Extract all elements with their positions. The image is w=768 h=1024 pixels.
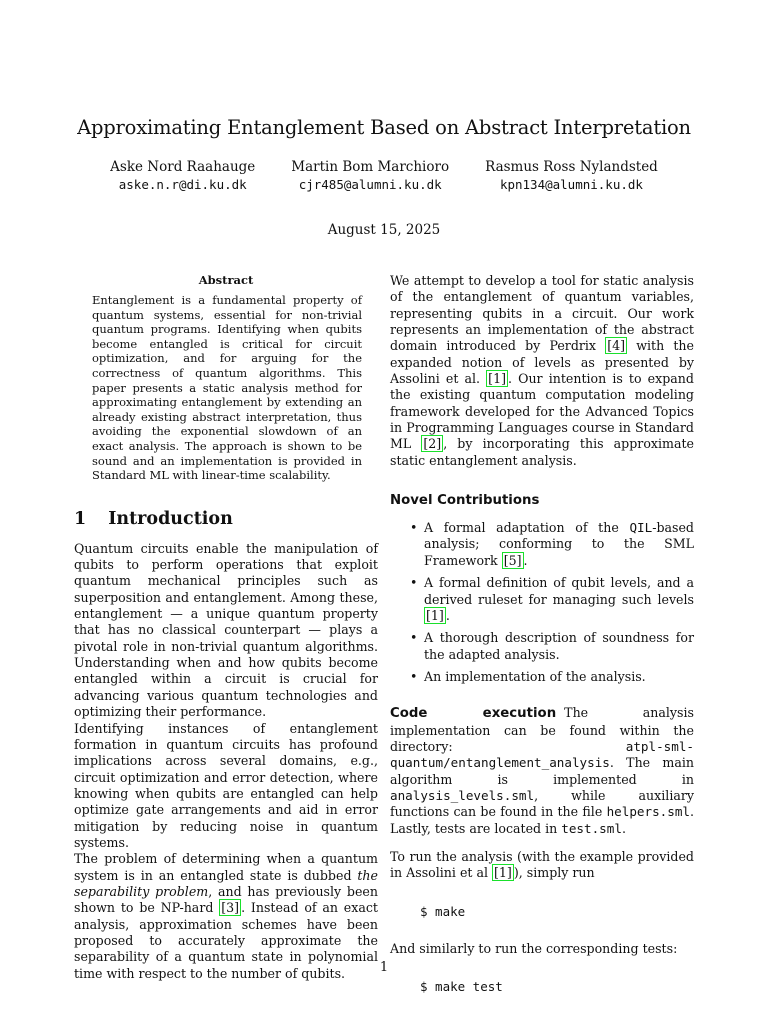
text-run: ), simply run bbox=[513, 865, 595, 881]
section-title: Introduction bbox=[108, 508, 233, 529]
citation-link[interactable]: [1] bbox=[488, 371, 507, 387]
intro-paragraph-1: Quantum circuits enable the manipulation of qubits to perform operations that exploit quantum mechanical principles such as superposition and entanglement. Among these, entanglement — a unique quantum property that has no classical counterpart — plays a pivotal role in non-trivial quantum algorithms. Understanding when and how qubits become entangled within a circuit is crucial for advancing various quantum technologies and optimizing their performance. bbox=[74, 540, 378, 720]
author-email: cjr485@alumni.ku.dk bbox=[298, 177, 442, 192]
bullet-icon: • bbox=[410, 668, 418, 684]
code-execution-heading: Code execution bbox=[390, 706, 557, 722]
author-name: Rasmus Ross Nylandsted bbox=[485, 159, 658, 175]
section-number: 1 bbox=[74, 508, 87, 529]
text-run: . bbox=[445, 607, 450, 623]
tests-paragraph: And similarly to run the corresponding tests: bbox=[390, 940, 678, 956]
inline-code-file: helpers.sml bbox=[606, 804, 690, 820]
text-run: We attempt to develop a tool for static analysis of the entanglement of quantum variables, representing qubits in a circuit. Our work represents an implementation of the abstract domain introduced by Perdrix bbox=[390, 273, 694, 354]
author-email: kpn134@alumni.ku.dk bbox=[499, 177, 643, 192]
list-item bbox=[412, 630, 694, 663]
inline-code-file: test.sml bbox=[561, 820, 622, 836]
text-run: . bbox=[621, 820, 626, 836]
bullet-icon: • bbox=[410, 575, 418, 591]
command-make: $ make bbox=[420, 903, 466, 919]
text-run: . bbox=[523, 552, 528, 568]
intro-paragraph-2: Identifying instances of entanglement formation in quantum circuits has profound implications across several domains, e.g., circuit optimization and error detection, where knowing when qubits are entangled can help optimize gate arrangements and aid in error mitigation by reducing noise in quantum systems. bbox=[74, 720, 378, 850]
citation-link[interactable]: [1] bbox=[494, 865, 512, 881]
author-2 bbox=[291, 158, 449, 194]
left-column bbox=[74, 273, 378, 982]
inline-code-directory: atpl-sml-quantum/entanglement_analysis bbox=[390, 738, 694, 771]
run-instructions-paragraph bbox=[390, 849, 694, 882]
intro-continuation-paragraph bbox=[390, 273, 694, 469]
text-run: , and has previously been shown to be NP-hard bbox=[74, 883, 378, 916]
text-run: The problem of determining when a quantum system is in an entangled state is dubbed bbox=[74, 851, 378, 883]
citation-link[interactable]: [5] bbox=[503, 552, 522, 568]
list-item bbox=[412, 520, 694, 569]
paper-date: August 15, 2025 bbox=[327, 222, 441, 238]
citation-link[interactable]: [1] bbox=[426, 607, 444, 623]
abstract-text: Entanglement is a fundamental property of quantum systems, essential for non-trivial quantum programs. Identifying when qubits become entangled is critical for circuit optimization, and for arguing for the correctness of quantum algorithms. This paper presents a static analysis method for approximating entanglement by extending an already existing abstract interpretation, thus avoiding the exponential slowdown of an exact analysis. The approach is shown to be sound and an implementation is provided in Standard ML with linear-time scalability. bbox=[92, 293, 362, 483]
bullet-icon: • bbox=[410, 630, 418, 646]
author-3 bbox=[485, 158, 658, 194]
author-1 bbox=[110, 158, 255, 194]
emphasis-separability-problem: the separability problem bbox=[74, 867, 378, 899]
text-run: . Lastly, tests are located in bbox=[390, 804, 694, 836]
author-email: aske.n.r@di.ku.dk bbox=[118, 177, 247, 192]
citation-link[interactable]: [4] bbox=[607, 338, 626, 354]
inline-code-file: analysis_levels.sml bbox=[390, 787, 535, 803]
code-execution-paragraph bbox=[390, 705, 694, 837]
text-run: . Instead of an exact analysis, approximation schemes have been proposed to accurately approximate the separability of a quantum state in polynomial time with respect to the number of qubits. bbox=[74, 900, 378, 981]
text-run: An implementation of the analysis. bbox=[424, 668, 646, 684]
right-column bbox=[390, 273, 694, 1016]
text-run: A thorough description of soundness for the adapted analysis. bbox=[424, 630, 694, 662]
abstract-heading: Abstract bbox=[198, 273, 254, 287]
list-item bbox=[412, 575, 694, 624]
text-run: with the expanded notion of levels as presented by Assolini et al. bbox=[390, 338, 694, 387]
author-name: Aske Nord Raahauge bbox=[110, 159, 256, 175]
text-run: , by incorporating this approximate static entanglement analysis. bbox=[390, 436, 694, 468]
bullet-icon: • bbox=[410, 520, 418, 536]
text-run: . Our intention is to expand the existing quantum computation modeling framework developed for the Advanced Topics in Programming Languages course in Standard ML bbox=[390, 371, 694, 452]
paper-title: Approximating Entanglement Based on Abstract Interpretation bbox=[77, 116, 691, 139]
inline-code: QIL bbox=[629, 520, 653, 536]
text-run: A formal definition of qubit levels, and a derived ruleset for managing such levels bbox=[424, 575, 694, 607]
list-item bbox=[412, 669, 694, 685]
citation-link[interactable]: [2] bbox=[423, 436, 442, 452]
command-make-test: $ make test bbox=[420, 979, 503, 994]
contributions-list bbox=[390, 520, 694, 685]
page-number: 1 bbox=[379, 960, 389, 975]
contributions-heading: Novel Contributions bbox=[390, 493, 540, 509]
text-run: . The main algorithm is implemented in bbox=[390, 755, 694, 787]
citation-link[interactable]: [3] bbox=[221, 900, 240, 916]
text-run: A formal adaptation of the bbox=[424, 520, 630, 536]
section-heading-introduction bbox=[74, 509, 378, 529]
author-list bbox=[60, 158, 708, 194]
text-run: -based analysis; conforming to the SML Framework bbox=[424, 520, 694, 568]
author-name: Martin Bom Marchioro bbox=[291, 159, 450, 175]
text-run: The analysis implementation can be found within the directory: bbox=[390, 705, 694, 754]
text-run: To run the analysis (with the example provided in Assolini et al bbox=[390, 848, 694, 881]
text-run: , while auxiliary functions can be found in the file bbox=[390, 787, 694, 820]
